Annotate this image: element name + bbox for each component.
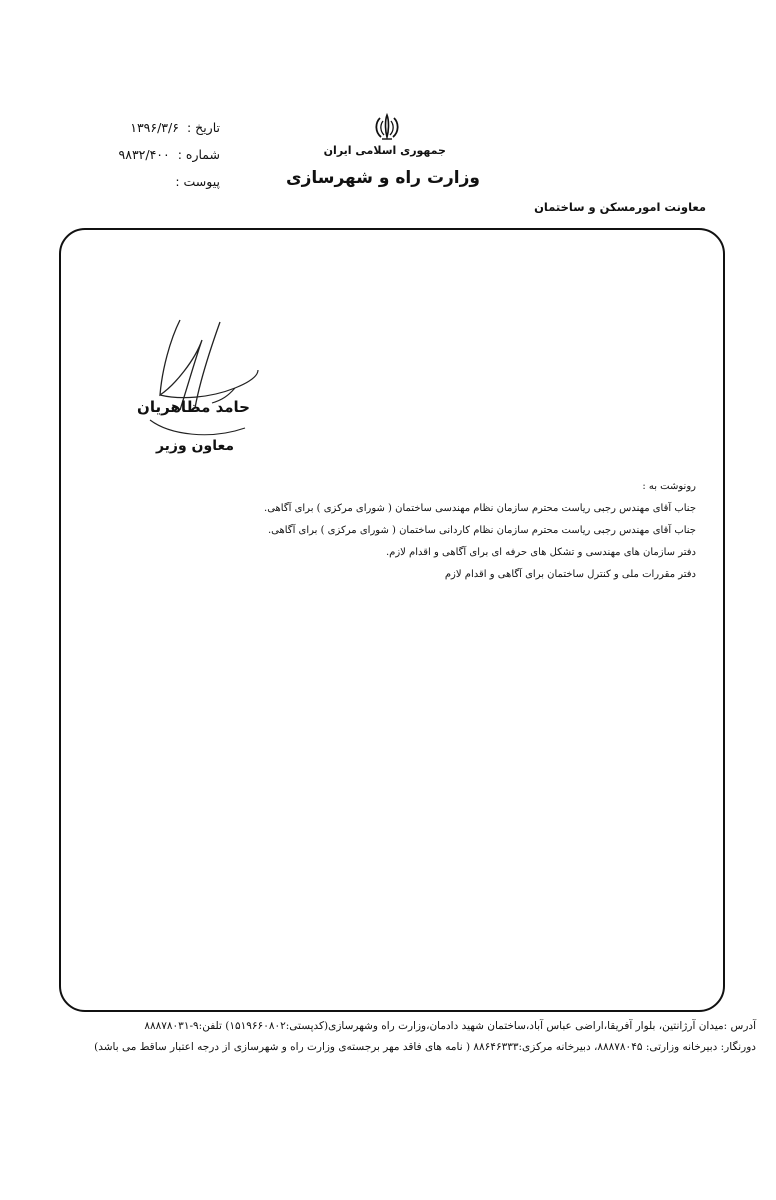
signer-title: معاون وزیر [155,438,235,454]
number-label: شماره : [177,147,220,162]
number-value: ۹۸۳۲/۴۰۰ [118,147,170,162]
letter-date [100,120,220,135]
letter-footer [20,1016,756,1058]
iran-emblem-icon [370,112,404,142]
letter-attachment [100,174,220,189]
letter-number [100,147,220,162]
deputy-title: معاونت امورمسکن و ساختمان [534,200,706,214]
ministry-title: وزارت راه و شهرسازی [285,168,480,188]
country-title: جمهوری اسلامی ایران [323,144,446,157]
date-label: تاریخ : [186,120,220,135]
cc-line: دفتر مقررات ملی و کنترل ساختمان برای آگاهی و اقدام لازم [444,569,696,580]
footer-address: آدرس :میدان آرژانتین، بلوار آفریقا،اراضی عباس آباد،ساختمان شهید دادمان،وزارت راه وشهرسازی(کدپستی:۱۵۱۹۶۶۰۸۰۲) تلفن:۹-۸۸۸۷۸۰۳۱ [144,1020,756,1032]
attachment-label: پیوست : [175,174,220,189]
cc-line: جناب آقای مهندس رجبی ریاست محترم سازمان نظام مهندسی ساختمان ( شورای مرکزی ) برای آگاهی. [264,503,696,514]
copy-recipients [236,476,696,586]
cc-line: جناب آقای مهندس رجبی ریاست محترم سازمان نظام کاردانی ساختمان ( شورای مرکزی ) برای آگاهی. [267,525,696,536]
signer-name: حامد مظاهریان [137,398,250,416]
cc-line: دفتر سازمان های مهندسی و تشکل های حرفه ای برای آگاهی و اقدام لازم. [385,547,696,558]
footer-fax: دورنگار: دبیرخانه وزارتی: ۸۸۸۷۸۰۴۵، دبیرخانه مرکزی:۸۸۶۴۶۳۳۳ ( نامه های فاقد مهر برجسته‌ی وزارت راه و شهرسازی از درجه اعتبار ساقط می باشد) [94,1041,756,1053]
handwritten-signature [137,300,280,450]
cc-heading: رونوشت به : [642,481,696,492]
date-value: ۱۳۹۶/۳/۶ [130,120,179,135]
